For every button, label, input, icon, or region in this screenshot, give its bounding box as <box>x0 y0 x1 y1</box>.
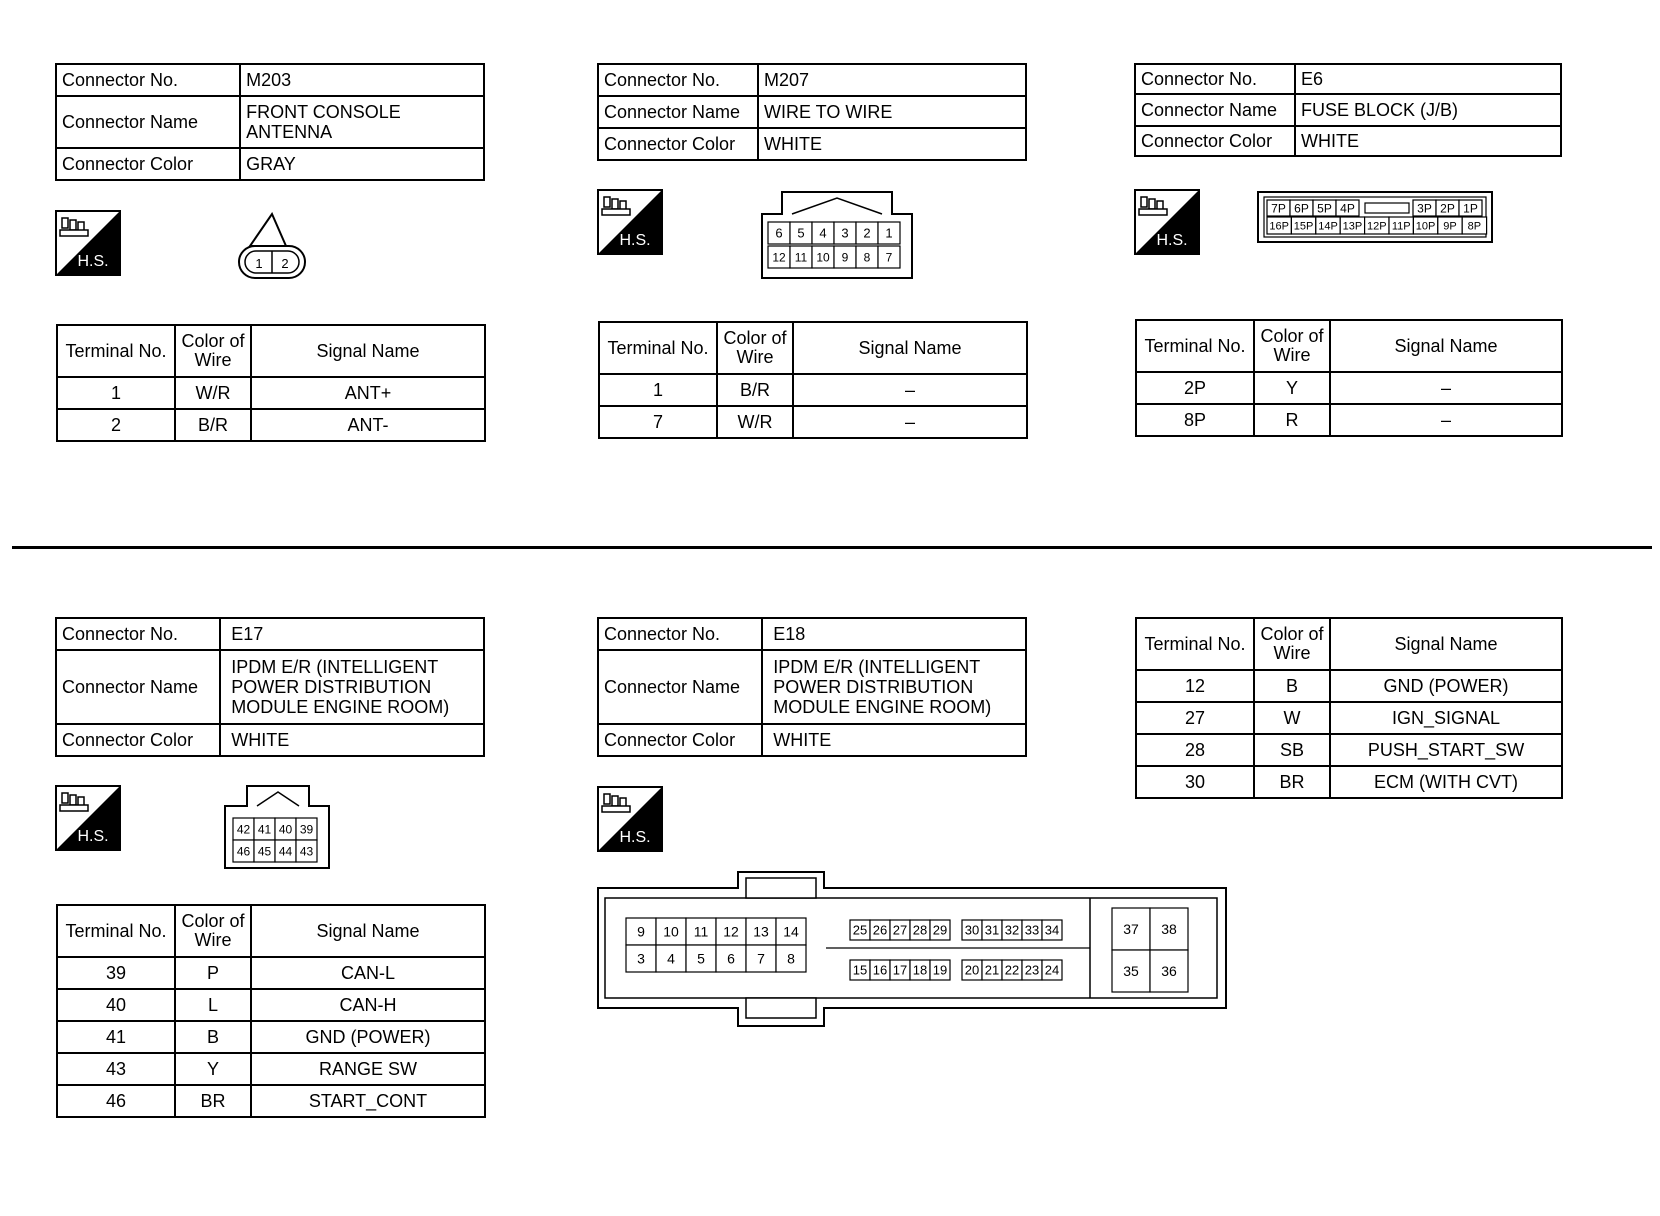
pin-label: 7 <box>885 250 893 265</box>
connector-name-value: IPDM E/R (INTELLIGENT POWER DISTRIBUTION MODULE ENGINE ROOM) <box>220 650 484 724</box>
table-row: 28 SB PUSH_START_SW <box>1136 734 1562 766</box>
pin-label: 45 <box>257 844 272 859</box>
connector-info-e18 <box>597 617 1027 757</box>
pin-label: 9P <box>1443 220 1457 233</box>
harness-side-icon <box>1134 189 1200 255</box>
pin-label: 35 <box>1123 963 1139 980</box>
connector-face-m203 <box>236 212 308 282</box>
pin-label: 3 <box>841 225 849 241</box>
pin-label: 12 <box>723 923 739 940</box>
label-connector-no: Connector No. <box>598 64 758 96</box>
table-row: 30 BR ECM (WITH CVT) <box>1136 766 1562 798</box>
connector-color-value: GRAY <box>240 148 484 180</box>
pin-label: 39 <box>299 822 314 837</box>
pin-label: 24 <box>1044 962 1060 978</box>
label-connector-color: Connector Color <box>598 128 758 160</box>
pin-label: 13 <box>753 923 769 940</box>
connector-no-value: M203 <box>240 64 484 96</box>
pin-label: 10 <box>816 250 830 265</box>
label-connector-name: Connector Name <box>598 650 762 724</box>
pin-label: 26 <box>872 922 888 938</box>
terminal-table-e6 <box>1135 319 1563 437</box>
header-terminal-no: Terminal No. <box>599 322 717 374</box>
connector-face-e18 <box>596 870 1228 1030</box>
pin-label: 21 <box>984 962 1000 978</box>
table-row: 46 BR START_CONT <box>57 1085 485 1117</box>
pin-label: 20 <box>964 962 980 978</box>
terminal-table-m207 <box>598 321 1028 439</box>
pin-label: 25 <box>852 922 868 938</box>
harness-side-icon <box>597 189 663 255</box>
connector-face-m207 <box>758 190 916 282</box>
pin-label: 14P <box>1318 220 1338 233</box>
label-connector-no: Connector No. <box>1135 64 1295 94</box>
pin-label: 12 <box>772 250 786 265</box>
pin-label: 6 <box>727 950 735 967</box>
connector-info-e17 <box>55 617 485 757</box>
pin-label: 37 <box>1123 921 1139 938</box>
connector-no-value: E17 <box>220 618 484 650</box>
pin-label: 8 <box>787 950 795 967</box>
connector-no-value: E6 <box>1295 64 1561 94</box>
header-color-of-wire: Color of Wire <box>1254 320 1330 372</box>
pin-label: 4 <box>667 950 675 967</box>
key-slot <box>1365 203 1409 213</box>
terminal-table-m203 <box>56 324 486 442</box>
hs-label: H.S. <box>77 828 109 845</box>
connector-no-value: M207 <box>758 64 1026 96</box>
pin-label: 15P <box>1293 220 1314 233</box>
pin-label: 27 <box>892 922 908 938</box>
hs-label: H.S. <box>1156 232 1188 249</box>
pin-label: 41 <box>257 822 272 837</box>
pin-label: 18 <box>912 962 928 978</box>
pin-label: 28 <box>912 922 928 938</box>
pin-label: 6P <box>1294 201 1309 216</box>
pin-label: 11 <box>794 250 808 265</box>
pin-label: 8 <box>863 250 871 265</box>
table-row: 43 Y RANGE SW <box>57 1053 485 1085</box>
connector-color-value: WHITE <box>1295 126 1561 156</box>
table-row: 41 B GND (POWER) <box>57 1021 485 1053</box>
pin-label: 8P <box>1467 220 1482 233</box>
header-signal-name: Signal Name <box>251 905 485 957</box>
label-connector-color: Connector Color <box>1135 126 1295 156</box>
harness-side-icon <box>55 785 121 851</box>
pin-label: 6 <box>775 225 783 241</box>
pin-label: 11 <box>693 923 709 940</box>
pin-label: 23 <box>1024 962 1040 978</box>
table-row: 27 W IGN_SIGNAL <box>1136 702 1562 734</box>
pin-label: 14 <box>783 923 799 940</box>
pin-label: 13P <box>1342 220 1363 233</box>
connector-face-e17 <box>223 784 333 870</box>
pin-label: 31 <box>984 922 1000 938</box>
pin-label: 40 <box>278 822 293 837</box>
header-color-of-wire: Color of Wire <box>175 905 251 957</box>
pin-label: 16 <box>872 962 888 978</box>
pin-1: 1 <box>255 256 263 271</box>
header-signal-name: Signal Name <box>251 325 485 377</box>
header-terminal-no: Terminal No. <box>57 325 175 377</box>
pin-label: 33 <box>1024 922 1040 938</box>
pin-label: 7 <box>757 950 765 967</box>
label-connector-name: Connector Name <box>56 96 240 148</box>
pin-label: 22 <box>1004 962 1020 978</box>
pin-label: 9 <box>637 923 645 940</box>
pin-label: 5 <box>797 225 805 241</box>
connector-name-value: FUSE BLOCK (J/B) <box>1295 94 1561 126</box>
table-row: 8P R – <box>1136 404 1562 436</box>
pin-2: 2 <box>281 256 289 271</box>
connector-name-value: FRONT CONSOLE ANTENNA <box>240 96 484 148</box>
harness-side-icon <box>55 210 121 276</box>
label-connector-name: Connector Name <box>598 96 758 128</box>
connector-name-value: IPDM E/R (INTELLIGENT POWER DISTRIBUTION MODULE ENGINE ROOM) <box>762 650 1026 724</box>
pin-label: 38 <box>1161 921 1177 938</box>
pin-label: 3 <box>637 950 645 967</box>
pin-label: 2P <box>1440 201 1455 216</box>
pin-label: 2 <box>863 225 871 241</box>
header-terminal-no: Terminal No. <box>57 905 175 957</box>
pin-label: 3P <box>1417 201 1432 216</box>
connector-face-e6 <box>1257 191 1493 243</box>
pin-label: 1 <box>885 225 893 241</box>
pin-label: 36 <box>1161 963 1177 980</box>
header-color-of-wire: Color of Wire <box>175 325 251 377</box>
label-connector-name: Connector Name <box>1135 94 1295 126</box>
table-row: 39 P CAN-L <box>57 957 485 989</box>
pin-label: 5P <box>1317 201 1332 216</box>
terminal-table-e17 <box>56 904 486 1118</box>
pin-label: 16P <box>1269 220 1289 233</box>
table-row: 12 B GND (POWER) <box>1136 670 1562 702</box>
pin-label: 15 <box>852 962 868 978</box>
pin-label: 17 <box>892 962 908 978</box>
pin-label: 46 <box>236 844 251 859</box>
header-terminal-no: Terminal No. <box>1136 320 1254 372</box>
pin-label: 29 <box>932 922 948 938</box>
label-connector-color: Connector Color <box>56 724 220 756</box>
pin-label: 1P <box>1463 201 1478 216</box>
table-row: 1 B/R – <box>599 374 1027 406</box>
table-row: 40 L CAN-H <box>57 989 485 1021</box>
label-connector-name: Connector Name <box>56 650 220 724</box>
label-connector-no: Connector No. <box>56 618 220 650</box>
pin-label: 42 <box>236 822 251 837</box>
header-signal-name: Signal Name <box>1330 320 1562 372</box>
pin-label: 32 <box>1004 922 1020 938</box>
table-row: 7 W/R – <box>599 406 1027 438</box>
table-row: 2 B/R ANT- <box>57 409 485 441</box>
label-connector-color: Connector Color <box>56 148 240 180</box>
pin-label: 4P <box>1340 201 1355 216</box>
label-connector-no: Connector No. <box>56 64 240 96</box>
header-signal-name: Signal Name <box>1330 618 1562 670</box>
connector-info-m207 <box>597 63 1027 161</box>
header-signal-name: Signal Name <box>793 322 1027 374</box>
connector-color-value: WHITE <box>220 724 484 756</box>
pin-label: 5 <box>697 950 705 967</box>
pin-label: 12P <box>1367 220 1387 233</box>
connector-info-e6 <box>1134 63 1562 157</box>
header-color-of-wire: Color of Wire <box>1254 618 1330 670</box>
connector-no-value: E18 <box>762 618 1026 650</box>
connector-color-value: WHITE <box>758 128 1026 160</box>
hs-label: H.S. <box>619 232 651 249</box>
terminal-table-e18 <box>1135 617 1563 799</box>
pin-label: 11P <box>1391 220 1411 233</box>
pin-label: 34 <box>1044 922 1060 938</box>
section-divider <box>12 546 1652 549</box>
pin-label: 7P <box>1271 201 1286 216</box>
pin-label: 9 <box>841 250 849 265</box>
header-color-of-wire: Color of Wire <box>717 322 793 374</box>
hs-label: H.S. <box>77 253 109 270</box>
pin-label: 43 <box>299 844 314 859</box>
header-terminal-no: Terminal No. <box>1136 618 1254 670</box>
connector-info-m203 <box>55 63 485 181</box>
connector-name-value: WIRE TO WIRE <box>758 96 1026 128</box>
pin-label: 10P <box>1415 220 1436 233</box>
hs-label: H.S. <box>619 829 651 846</box>
harness-side-icon <box>597 786 663 852</box>
connector-color-value: WHITE <box>762 724 1026 756</box>
pin-label: 10 <box>663 923 679 940</box>
table-row: 1 W/R ANT+ <box>57 377 485 409</box>
pin-label: 4 <box>819 225 827 241</box>
table-row: 2P Y – <box>1136 372 1562 404</box>
pin-label: 19 <box>932 962 948 978</box>
label-connector-no: Connector No. <box>598 618 762 650</box>
pin-label: 44 <box>278 844 293 859</box>
label-connector-color: Connector Color <box>598 724 762 756</box>
pin-label: 30 <box>964 922 980 938</box>
